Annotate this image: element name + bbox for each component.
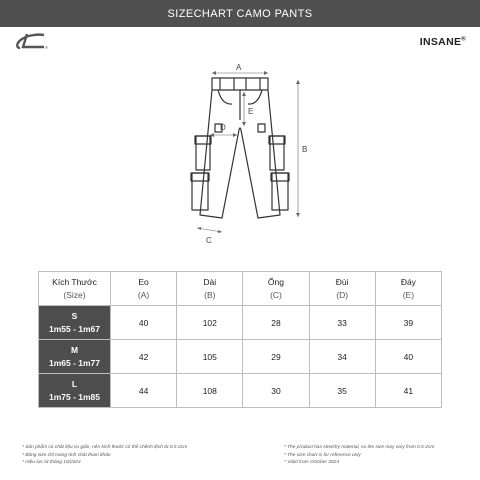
table-header-row <box>39 272 442 306</box>
table-cell: 30 <box>243 374 309 408</box>
table-cell: 33 <box>309 306 375 340</box>
table-row <box>39 340 442 374</box>
table-row <box>39 306 442 340</box>
pants-diagram <box>170 60 330 250</box>
table-cell: 41 <box>375 374 441 408</box>
table-cell: 39 <box>375 306 441 340</box>
label-d: D <box>220 123 226 132</box>
table-cell: 44 <box>111 374 177 408</box>
table-cell: 108 <box>177 374 243 408</box>
header-rise: Đáy (E) <box>375 272 441 306</box>
table-cell: 29 <box>243 340 309 374</box>
header-waist: Eo (A) <box>111 272 177 306</box>
size-table <box>38 271 442 408</box>
table-cell: 40 <box>375 340 441 374</box>
table-cell: 105 <box>177 340 243 374</box>
header-hem: Ống (C) <box>243 272 309 306</box>
notes-english: * The product has stretchy material, so the size may vary from 0.5-2cm * The size chart is for reference only * Valid from October 2024 <box>284 445 435 465</box>
table-cell: 35 <box>309 374 375 408</box>
header-size: Kích Thước (Size) <box>39 272 111 306</box>
table-cell: 28 <box>243 306 309 340</box>
page-title: SIZECHART CAMO PANTS <box>0 0 480 27</box>
size-cell: M 1m65 - 1m77 <box>39 340 111 374</box>
table-cell: 42 <box>111 340 177 374</box>
brand-name: INSANE® <box>419 36 466 48</box>
header-length: Dài (B) <box>177 272 243 306</box>
label-e: E <box>248 107 254 116</box>
size-cell: S 1m55 - 1m67 <box>39 306 111 340</box>
label-c: C <box>206 236 212 245</box>
size-cell: L 1m75 - 1m85 <box>39 374 111 408</box>
notes-vietnamese: * Sản phẩm có chất liệu co giãn, nên kích thước có thể chênh lệch từ 0.5-2cm * Bảng size chỉ mang tính chất tham khảo * Hiệu lực từ tháng 10/2024 <box>22 445 188 465</box>
table-row <box>39 374 442 408</box>
table-cell: 40 <box>111 306 177 340</box>
label-b: B <box>302 145 308 154</box>
header-thigh: Đùi (D) <box>309 272 375 306</box>
label-a: A <box>236 63 242 72</box>
table-cell: 102 <box>177 306 243 340</box>
svg-text:®: ® <box>45 45 48 50</box>
table-cell: 34 <box>309 340 375 374</box>
brand-logo-icon <box>14 31 54 51</box>
